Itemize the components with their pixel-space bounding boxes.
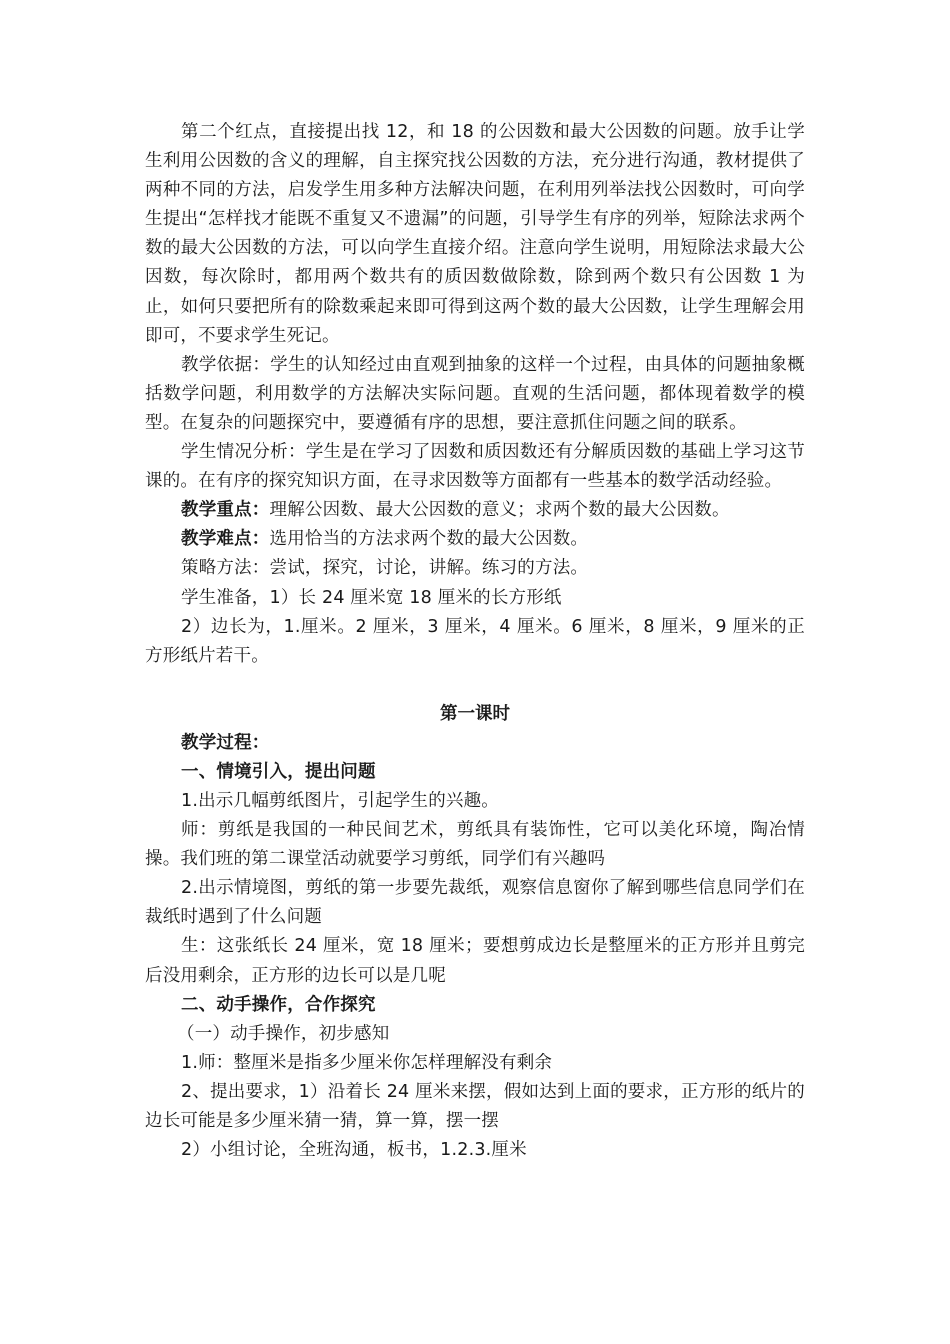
section-1-title: 一、情境引入，提出问题 — [181, 761, 376, 782]
section-2-title: 二、动手操作，合作探究 — [181, 994, 376, 1015]
section-2-item: （一）动手操作，初步感知 — [177, 1023, 390, 1044]
prep-line-1: 学生准备，1）长 24 厘米宽 18 厘米的长方形纸 — [181, 587, 562, 608]
section-2-item: 2、提出要求，1）沿着长 24 厘米来摆，假如达到上面的要求，正方形的纸片的边长可能是多少厘米猜一猜，算一算，摆一摆 — [145, 1081, 805, 1131]
section-1-item: 师：剪纸是我国的一种民间艺术，剪纸具有装饰性，它可以美化环境，陶冶情操。我们班的第二课堂活动就要学习剪纸，同学们有兴趣吗 — [145, 820, 805, 870]
lesson-title: 第一课时 — [440, 703, 510, 724]
section-1-item: 生：这张纸长 24 厘米，宽 18 厘米；要想剪成边长是整厘米的正方形并且剪完后没用剩余，正方形的边长可以是几呢 — [145, 936, 805, 986]
difficult-point-text: 选用恰当的方法求两个数的最大公因数。 — [269, 529, 589, 550]
process-label: 教学过程： — [181, 732, 270, 753]
key-point-text: 理解公因数、最大公因数的意义；求两个数的最大公因数。 — [269, 500, 730, 521]
difficult-point-line — [145, 525, 805, 554]
key-point-line — [145, 496, 805, 525]
strategy-line: 策略方法：尝试，探究，讨论，讲解。练习的方法。 — [181, 558, 589, 579]
section-2-item: 1.师：整厘米是指多少厘米你怎样理解没有剩余 — [181, 1052, 553, 1073]
section-1-item: 2.出示情境图，剪纸的第一步要先裁纸，观察信息窗你了解到哪些信息同学们在裁纸时遇到了什么问题 — [145, 878, 805, 928]
paragraph-teaching-basis: 教学依据：学生的认知经过由直观到抽象的这样一个过程，由具体的问题抽象概括数学问题，利用数学的方法解决实际问题。直观的生活问题，都体现着数学的模型。在复杂的问题探究中，要遵循有序的思想，要注意抓住问题之间的联系。 — [145, 354, 805, 433]
paragraph-student-analysis: 学生情况分析：学生是在学习了因数和质因数还有分解质因数的基础上学习这节课的。在有序的探究知识方面，在寻求因数等方面都有一些基本的数学活动经验。 — [145, 442, 805, 492]
key-point-label: 教学重点： — [181, 500, 270, 521]
section-2-item: 2）小组讨论，全班沟通，板书，1.2.3.厘米 — [181, 1140, 527, 1161]
difficult-point-label: 教学难点： — [181, 529, 270, 550]
paragraph-second-red-dot: 第二个红点，直接提出找 12，和 18 的公因数和最大公因数的问题。放手让学生利用公因数的含义的理解，自主探究找公因数的方法，充分进行沟通，教材提供了两种不同的方法，启发学生用多种方法解决问题，在利用列举法找公因数时，可向学生提出“怎样找才能既不重复又不遗漏”的问题，引导学生有序的列举，短除法求两个数的最大公因数的方法，可以向学生直接介绍。注意向学生说明，用短除法求最大公因数，每次除时，都用两个数共有的质因数做除数，除到两个数只有公因数 1 为止，如何只要把所有的除数乘起来即可得到这两个数的最大公因数，让学生理解会用即可，不要求学生死记。 — [145, 122, 805, 346]
prep-line-2: 2）边长为，1.厘米。2 厘米，3 厘米，4 厘米。6 厘米，8 厘米，9 厘米的正方形纸片若干。 — [145, 616, 805, 666]
document-page — [145, 118, 805, 1165]
section-1-item: 1.出示几幅剪纸图片，引起学生的兴趣。 — [181, 790, 499, 811]
